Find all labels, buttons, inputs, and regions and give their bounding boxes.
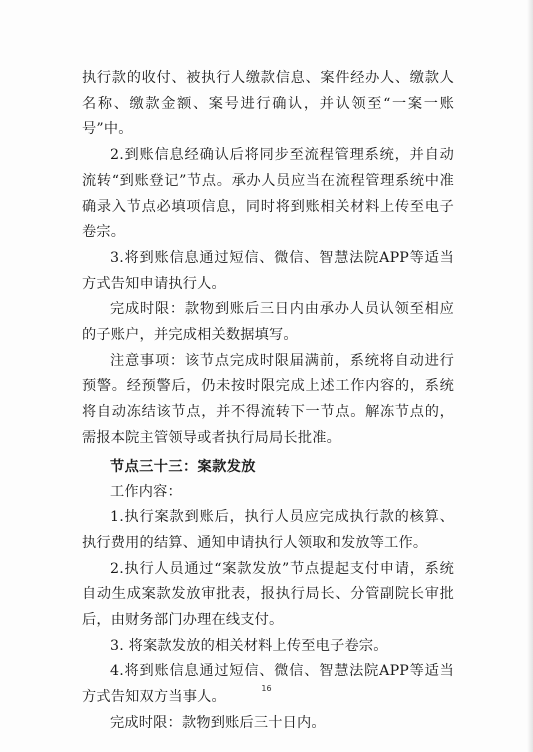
paragraph-notes: 注意事项：该节点完成时限届满前，系统将自动进行预警。经预警后，仍未按时限完成上述工作内容的，系统将自动冻结该节点，并不得流转下一节点。解冻节点的，需报本院主管领导或者执行局局长批准。	[82, 352, 454, 446]
document-body	[82, 66, 454, 737]
paragraph-section-item-4: 4.将到账信息通过短信、微信、智慧法院APP等适当方式告知双方当事人。	[82, 663, 454, 706]
paragraph-deadline: 完成时限：款物到账后三日内由承办人员认领至相应的子账户，并完成相关数据填写。	[82, 301, 454, 344]
section-heading: 节点三十三：案款发放	[110, 458, 256, 475]
page-edge-shadow	[527, 0, 533, 752]
paragraph-section-item-2: 2.执行人员通过“案款发放”节点提起支付申请，系统自动生成案款发放审批表，报执行局长、分管副院长审批后，由财务部门办理在线支付。	[82, 560, 454, 629]
paragraph-section-item-1: 1.执行案款到账后，执行人员应完成执行款的核算、执行费用的结算、通知申请执行人领取和发放等工作。	[82, 509, 454, 551]
paragraph-section-deadline: 完成时限：款物到账后三十日内。	[110, 714, 326, 731]
paragraph-work-content: 工作内容：	[110, 483, 182, 500]
page-number: 16	[261, 684, 272, 693]
paragraph-item-3: 3.将到账信息通过短信、微信、智慧法院APP等适当方式告知申请执行人。	[82, 249, 454, 292]
paragraph-section-item-3: 3. 将案款发放的相关材料上传至电子卷宗。	[110, 637, 388, 654]
paragraph-item-2: 2.到账信息经确认后将同步至流程管理系统，并自动流转“到账登记”节点。承办人员应当在流程管理系统中准确录入节点必填项信息，同时将到账相关材料上传至电子卷宗。	[82, 147, 454, 241]
paragraph-continuation: 执行款的收付、被执行人缴款信息、案件经办人、缴款人名称、缴款金额、案号进行确认，并认领至“一案一账号”中。	[82, 70, 454, 138]
